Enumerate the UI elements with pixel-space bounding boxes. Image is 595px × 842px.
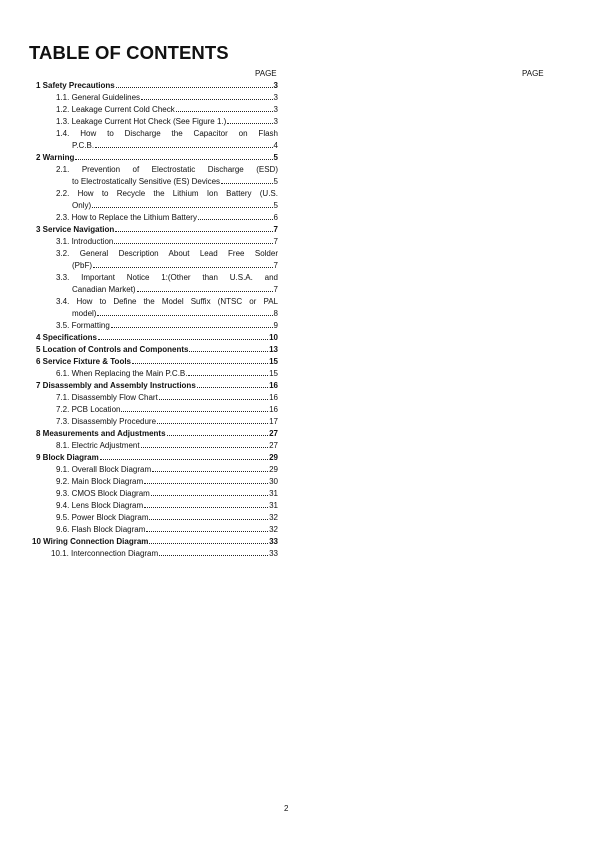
toc-entry-page: 4 (273, 141, 278, 150)
toc-leader-dots (176, 111, 273, 112)
toc-section[interactable] (36, 152, 278, 164)
page-column-header: PAGE (255, 69, 277, 78)
toc-leader-dots (95, 147, 272, 148)
toc-subsection[interactable] (36, 284, 278, 296)
toc-leader-dots (144, 483, 268, 484)
toc-section[interactable] (36, 344, 278, 356)
toc-entry-title: P.C.B. (72, 141, 95, 150)
toc-entry-title: 9.5. Power Block Diagram (56, 513, 149, 522)
toc-leader-dots (111, 327, 273, 328)
toc-entry-title: 3 Service Navigation (36, 225, 115, 234)
toc-entry-title: 7.1. Disassembly Flow Chart (56, 393, 158, 402)
toc-entry-title: 10.1. Interconnection Diagram (51, 549, 159, 558)
toc-entry-page: 29 (269, 453, 278, 462)
toc-leader-dots (152, 471, 268, 472)
toc-entry-page: 5 (273, 177, 278, 186)
toc-leader-dots (167, 435, 269, 436)
toc-entry-title: 3.5. Formatting (56, 321, 110, 330)
toc-subsection[interactable] (36, 116, 278, 128)
toc-leader-dots (188, 375, 268, 376)
toc-leader-dots (75, 159, 272, 160)
toc-entry-page: 9 (273, 321, 278, 330)
toc-subsection[interactable] (36, 548, 278, 560)
page-title: TABLE OF CONTENTS (29, 42, 229, 63)
toc-entry-title: (PbF) (72, 261, 92, 270)
toc-subsection[interactable] (36, 404, 278, 416)
toc-section[interactable] (36, 428, 278, 440)
toc-entry-page: 16 (269, 393, 278, 402)
toc-entry-title: 6 Service Fixture & Tools (36, 357, 131, 366)
toc-entry-page: 10 (269, 333, 278, 342)
toc-entry-page: 3 (273, 93, 278, 102)
toc-subsection[interactable] (36, 104, 278, 116)
toc-section[interactable] (36, 452, 278, 464)
toc-entry-page: 3 (273, 117, 278, 126)
toc-entry-title: 1 Safety Precautions (36, 81, 115, 90)
toc-entry-title: 1.3. Leakage Current Hot Check (See Figure 1.) (56, 117, 227, 126)
toc-leader-dots (116, 87, 273, 88)
toc-subsection[interactable] (36, 524, 278, 536)
toc-entry-page: 30 (269, 477, 278, 486)
toc-entry-page: 15 (269, 369, 278, 378)
toc-leader-dots (114, 243, 272, 244)
toc-section[interactable] (36, 380, 278, 392)
toc-entry-title: 8.1. Electric Adjustment (56, 441, 140, 450)
toc-leader-dots (121, 411, 268, 412)
toc-entry-page: 3 (273, 105, 278, 114)
toc-subsection[interactable] (36, 92, 278, 104)
toc-entry-title: 7 Disassembly and Assembly Instructions (36, 381, 196, 390)
toc-subsection[interactable] (36, 212, 278, 224)
toc-leader-dots (221, 183, 272, 184)
toc-entry-page: 33 (269, 537, 278, 546)
toc-subsection[interactable] (36, 476, 278, 488)
toc-entry-line: 3.3. Important Notice 1:(Other than U.S.A. and (56, 273, 278, 282)
toc-leader-dots (146, 531, 268, 532)
toc-subsection[interactable] (36, 176, 278, 188)
toc-entry-title: 9.4. Lens Block Diagram (56, 501, 144, 510)
toc-section[interactable] (36, 80, 278, 92)
toc-entry-page: 27 (269, 441, 278, 450)
toc-entry-line: 1.4. How to Discharge the Capacitor on Flash (56, 129, 278, 138)
toc-entry-page: 5 (273, 201, 278, 210)
toc-entry-title: model) (72, 309, 97, 318)
toc-entry-title: Only) (72, 201, 92, 210)
page-column-header-right: PAGE (522, 69, 544, 78)
toc-subsection[interactable] (36, 488, 278, 500)
toc-subsection[interactable] (36, 512, 278, 524)
toc-entry-title: 1.1. General Guidelines (56, 93, 141, 102)
toc-leader-dots (100, 459, 268, 460)
toc-leader-dots (93, 267, 273, 268)
toc-entry-title: 2 Warning (36, 153, 75, 162)
toc-entry-page: 17 (269, 417, 278, 426)
toc-subsection[interactable] (36, 392, 278, 404)
toc-entry-page: 7 (273, 225, 278, 234)
toc-leader-dots (159, 399, 268, 400)
toc-entry-title: 2.3. How to Replace the Lithium Battery (56, 213, 197, 222)
toc-subsection[interactable] (36, 416, 278, 428)
toc-entry-title: 7.2. PCB Location (56, 405, 121, 414)
toc-leader-dots (132, 363, 268, 364)
toc-leader-dots (141, 99, 272, 100)
toc-entry-line: 3.4. How to Define the Model Suffix (NTSC or PAL (56, 297, 278, 306)
toc-section[interactable] (36, 356, 278, 368)
toc-entry-title: 3.1. Introduction (56, 237, 114, 246)
toc-entry-title: 9.1. Overall Block Diagram (56, 465, 152, 474)
toc-entry-title: 8 Measurements and Adjustments (36, 429, 166, 438)
toc-section[interactable] (36, 332, 278, 344)
toc-subsection[interactable] (36, 320, 278, 332)
toc-entry-page: 6 (273, 213, 278, 222)
toc-leader-dots (189, 351, 268, 352)
table-of-contents (32, 80, 278, 560)
toc-entry-title: 9.2. Main Block Diagram (56, 477, 144, 486)
toc-entry-title: 10 Wiring Connection Diagram (32, 537, 149, 546)
toc-entry-page: 31 (269, 501, 278, 510)
toc-subsection[interactable] (36, 440, 278, 452)
toc-subsection[interactable] (36, 200, 278, 212)
toc-entry-page: 27 (269, 429, 278, 438)
toc-subsection[interactable] (36, 140, 278, 152)
toc-entry-title: 6.1. When Replacing the Main P.C.B. (56, 369, 188, 378)
toc-leader-dots (144, 507, 268, 508)
toc-entry-page: 33 (269, 549, 278, 558)
toc-entry-line: 2.2. How to Recycle the Lithium Ion Battery (U.S. (56, 189, 278, 198)
toc-entry-page: 16 (269, 405, 278, 414)
toc-leader-dots (115, 231, 272, 232)
toc-entry-line: 3.2. General Description About Lead Free Solder (56, 249, 278, 258)
toc-entry-page: 7 (273, 237, 278, 246)
toc-subsection[interactable] (36, 500, 278, 512)
toc-leader-dots (149, 543, 268, 544)
toc-subsection[interactable] (36, 308, 278, 320)
toc-entry-page: 7 (273, 285, 278, 294)
toc-leader-dots (137, 291, 273, 292)
toc-leader-dots (197, 387, 268, 388)
toc-leader-dots (97, 315, 272, 316)
toc-entry-title: Canadian Market) (72, 285, 136, 294)
toc-entry-page: 5 (273, 153, 278, 162)
toc-leader-dots (141, 447, 269, 448)
toc-entry-page: 7 (273, 261, 278, 270)
toc-entry-title: 1.2. Leakage Current Cold Check (56, 105, 175, 114)
toc-entry-title: 4 Specifications (36, 333, 97, 342)
toc-subsection[interactable] (36, 464, 278, 476)
toc-subsection[interactable] (36, 368, 278, 380)
toc-entry-title: 7.3. Disassembly Procedure (56, 417, 157, 426)
page-number: 2 (284, 804, 289, 813)
toc-leader-dots (227, 123, 272, 124)
toc-entry-title: to Electrostatically Sensitive (ES) Devices (72, 177, 221, 186)
toc-leader-dots (92, 207, 272, 208)
toc-entry-page: 32 (269, 525, 278, 534)
toc-leader-dots (98, 339, 268, 340)
toc-entry-title: 9 Block Diagram (36, 453, 99, 462)
toc-section[interactable] (32, 536, 278, 548)
toc-entry-line: 2.1. Prevention of Electrostatic Discharge (ESD) (56, 165, 278, 174)
toc-entry-title: 9.6. Flash Block Diagram (56, 525, 146, 534)
toc-entry-page: 32 (269, 513, 278, 522)
toc-subsection[interactable] (36, 236, 278, 248)
toc-leader-dots (157, 423, 268, 424)
toc-leader-dots (149, 519, 268, 520)
toc-entry-title: 5 Location of Controls and Components (36, 345, 189, 354)
toc-entry-page: 15 (269, 357, 278, 366)
toc-leader-dots (159, 555, 268, 556)
toc-section[interactable] (36, 224, 278, 236)
toc-entry-page: 16 (269, 381, 278, 390)
toc-entry-page: 13 (269, 345, 278, 354)
toc-leader-dots (198, 219, 273, 220)
toc-entry-page: 31 (269, 489, 278, 498)
toc-entry-page: 3 (273, 81, 278, 90)
toc-entry-page: 8 (273, 309, 278, 318)
toc-subsection[interactable] (36, 260, 278, 272)
toc-entry-title: 9.3. CMOS Block Diagram (56, 489, 150, 498)
toc-entry-page: 29 (269, 465, 278, 474)
toc-leader-dots (151, 495, 268, 496)
